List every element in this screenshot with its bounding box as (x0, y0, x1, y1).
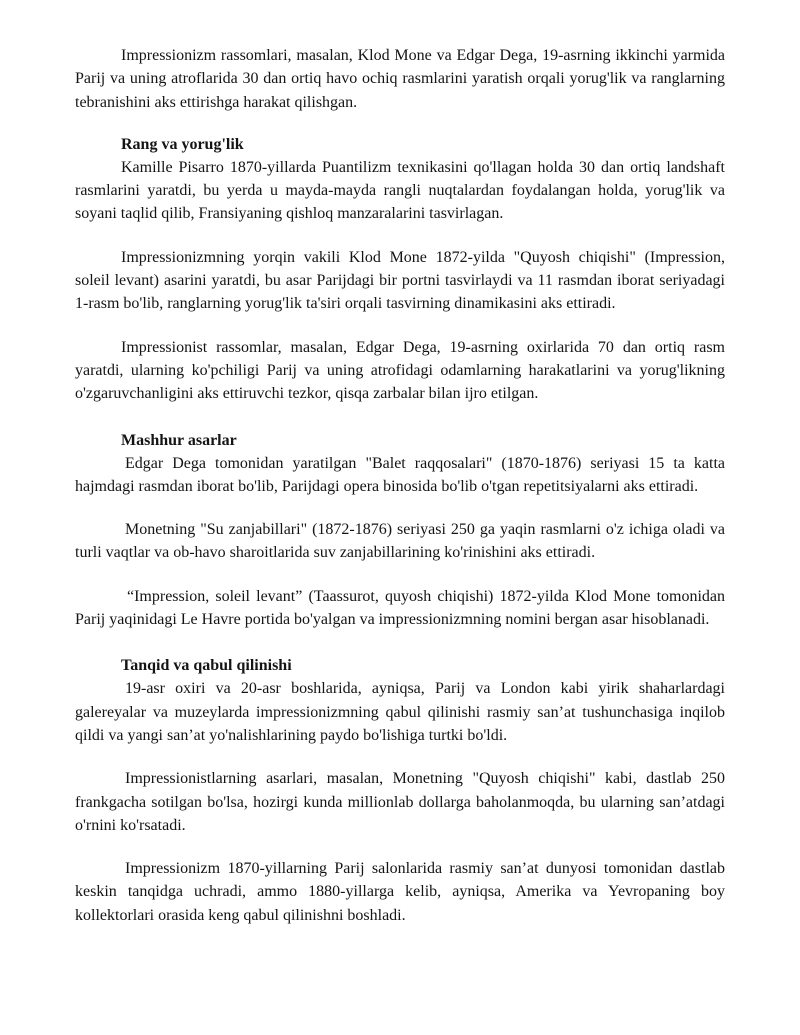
paragraph-ballet-dancers: Edgar Dega tomonidan yaratilgan "Balet raqqosalari" (1870-1876) seriyasi 15 ta katta hajmdagi rasmdan iborat bo'lib, Parijdagi opera binosida bo'lib o'tgan repetitsiyalarni aks ettiradi. (75, 454, 725, 495)
section-heading-color-light: Rang va yorug'lik (121, 135, 244, 153)
paragraph-prices: Impressionistlarning asarlari, masalan, Monetning "Quyosh chiqishi" kabi, dastlab 250 frankgacha sotilgan bo'lsa, hozirgi kunda millionlab dollarga baholanmoqda, bu ularning san’atdagi o'rnini ko'rsatadi. (75, 770, 725, 834)
section-heading-criticism-reception: Tanqid va qabul qilinishi (121, 657, 292, 675)
paragraph-water-lilies: Monetning "Su zanjabillari" (1872-1876) seriyasi 250 ga yaqin rasmlarni o'z ichiga oladi va turli vaqtlar va ob-havo sharoitlarida suv zanjabillarining ko'rinishini aks ettiradi. (75, 521, 725, 562)
paragraph-impression-soleil-levant: “Impression, soleil levant” (Taassurot, quyosh chiqishi) 1872-yilda Klod Mone tomonidan Parij yaqinidagi Le Havre portida bo'yalgan va impressionizmning nomini bergan asar hisoblanadi. (75, 587, 725, 629)
paragraph-reception-paris-london: 19-asr oxiri va 20-asr boshlarida, ayniqsa, Parij va London kabi yirik shaharlardagi galereyalar va muzeylarda impressionizmning qabul qilinishi rasmiy san’at tushunchasiga inqilob qildi va yangi san’at yo'nalishlarining paydo bo'lishiga turtki bo'ldi. (75, 680, 725, 744)
paragraph-salon-criticism: Impressionizm 1870-yillarning Parij salonlarida rasmiy san’at dunyosi tomonidan dastlab keskin tanqidga uchradi, ammo 1880-yillarga kelib, ayniqsa, Amerika va Yevropaning boy kollektorlari orasida keng qabul qilinishni boshladi. (75, 860, 725, 924)
section-heading-famous-works: Mashhur asarlar (121, 431, 237, 449)
intro-paragraph: Impressionizm rassomlari, masalan, Klod Mone va Edgar Dega, 19-asrning ikkinchi yarmida Parij va uning atroflarida 30 dan ortiq havo ochiq rasmlarini yaratish orqali yorug'lik va ranglarning tebranishini aks ettirishga harakat qilishgan. (75, 47, 725, 111)
document-page (75, 44, 725, 927)
paragraph-pisarro: Kamille Pisarro 1870-yillarda Puantilizm texnikasini qo'llagan holda 30 dan ortiq landshaft rasmlarini yaratdi, bu yerda u mayda-mayda rangli nuqtalardan foydalangan holda, yorug'lik va soyani taqlid qilib, Fransiyaning qishloq manzaralarini tasvirlagan. (75, 158, 725, 223)
paragraph-degas: Impressionist rassomlar, masalan, Edgar Dega, 19-asrning oxirlarida 70 dan ortiq rasm yaratdi, ularning ko'pchiligi Parij va uning atrofidagi odamlarning harakatlarini va yorug'likning o'zgaruvchanligini aks ettiruvchi tezkor, qisqa zarbalar bilan ijro etilgan. (75, 338, 725, 403)
paragraph-monet-impression: Impressionizmning yorqin vakili Klod Mone 1872-yilda "Quyosh chiqishi" (Impression, soleil levant) asarini yaratdi, bu asar Parijdagi bir portni tasvirlaydi va 11 rasmdan iborat seriyadagi 1-rasm bo'lib, ranglarning yorug'lik ta'siri orqali tasvirning dinamikasini aks ettiradi. (75, 248, 725, 313)
